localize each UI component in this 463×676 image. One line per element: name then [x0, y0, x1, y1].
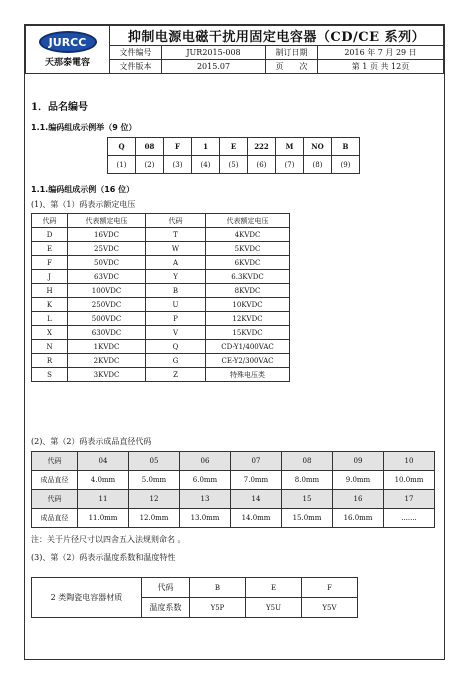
section-1-heading: 1．品名编号 [31, 102, 88, 113]
table-cell: 12 [129, 490, 180, 509]
table-row [32, 242, 290, 256]
table-cell: 8.0mm [282, 471, 333, 490]
table-cell: Y5P [190, 598, 246, 618]
table-row [32, 298, 290, 312]
col-header: 代表额定电压 [206, 214, 290, 228]
table-cell: E [246, 578, 302, 598]
temperature-subheading: (3)、第（2）码表示温度系数和温度特性 [31, 553, 176, 562]
code-example-table [107, 137, 360, 174]
table-row [32, 452, 435, 471]
table-cell: B [146, 284, 206, 298]
document-page [24, 24, 445, 660]
diameter-subheading: (2)、第（2）码表示成品直径代码 [31, 437, 152, 446]
voltage-subheading: (1)、第（1）码表示额定电压 [31, 200, 136, 209]
index-cell: (1) [108, 156, 136, 174]
table-row [32, 228, 290, 242]
index-cell: (9) [332, 156, 360, 174]
table-cell: 15 [282, 490, 333, 509]
table-cell: 9.0mm [333, 471, 384, 490]
table-cell: 15KVDC [206, 326, 290, 340]
code-cell: F [164, 138, 192, 156]
table-cell: 11 [78, 490, 129, 509]
table-cell: 15.0mm [282, 509, 333, 528]
table-cell: 5KVDC [206, 242, 290, 256]
doc-no-value: JUR2015-008 [162, 46, 266, 60]
table-cell: R [32, 354, 68, 368]
index-cell: (5) [220, 156, 248, 174]
section-1-1-heading: 1.1.编码组成示例举（9 位） [31, 123, 137, 132]
company-logo [26, 26, 109, 73]
code-cell: Q [108, 138, 136, 156]
table-cell: 16.0mm [333, 509, 384, 528]
table-cell: 13.0mm [180, 509, 231, 528]
table-cell: X [32, 326, 68, 340]
date-label: 制订日期 [266, 46, 318, 60]
table-cell: F [32, 256, 68, 270]
table-row [32, 471, 435, 490]
table-row [32, 270, 290, 284]
code-cell: 08 [136, 138, 164, 156]
table-row [32, 368, 290, 382]
table-cell: 7.0mm [231, 471, 282, 490]
table-cell: 08 [282, 452, 333, 471]
table-row [32, 340, 290, 354]
table-cell: 4KVDC [206, 228, 290, 242]
table-row [32, 578, 358, 598]
table-cell: 04 [78, 452, 129, 471]
table-cell: N [32, 340, 68, 354]
table-cell: 成品直径 [32, 509, 78, 528]
table-cell: 12.0mm [129, 509, 180, 528]
table-cell: V [146, 326, 206, 340]
table-cell: Y [146, 270, 206, 284]
table-row [32, 284, 290, 298]
table-row [32, 490, 435, 509]
logo-cell [26, 26, 110, 74]
table-cell: P [146, 312, 206, 326]
col-header: 代表额定电压 [68, 214, 146, 228]
diameter-note: 注：关于片径尺寸以四舍五入法规则命名 。 [31, 535, 186, 544]
table-cell: 63VDC [68, 270, 146, 284]
table-cell: 16VDC [68, 228, 146, 242]
table-cell: 特殊电压类 [206, 368, 290, 382]
table-cell: G [146, 354, 206, 368]
index-cell: (4) [192, 156, 220, 174]
voltage-table [31, 213, 290, 382]
table-cell: CD-Y1/400VAC [206, 340, 290, 354]
temperature-table [31, 577, 358, 618]
material-cell: 2 类陶瓷电容器材质 [32, 578, 142, 618]
version-value: 2015.07 [162, 60, 266, 74]
table-cell: 10KVDC [206, 298, 290, 312]
table-cell: A [146, 256, 206, 270]
document-header [25, 25, 444, 74]
table-cell: L [32, 312, 68, 326]
table-cell: 14 [231, 490, 282, 509]
code-cell: 1 [192, 138, 220, 156]
table-cell: E [32, 242, 68, 256]
table-cell: 09 [333, 452, 384, 471]
logo-mark: JURCC [39, 31, 97, 53]
table-cell: B [190, 578, 246, 598]
voltage-header-row [32, 214, 290, 228]
table-cell: 07 [231, 452, 282, 471]
index-cell: (7) [276, 156, 304, 174]
table-cell: S [32, 368, 68, 382]
table-cell: W [146, 242, 206, 256]
table-cell: 06 [180, 452, 231, 471]
table-cell: F [302, 578, 358, 598]
table-cell: ....... [384, 509, 435, 528]
table-cell: 代码 [32, 452, 78, 471]
table-cell: 100VDC [68, 284, 146, 298]
table-cell: 6.3KVDC [206, 270, 290, 284]
table-row [32, 326, 290, 340]
code-cell: B [332, 138, 360, 156]
table-cell: Y5U [246, 598, 302, 618]
index-cell: (8) [304, 156, 332, 174]
document-title: 抑制电源电磁干扰用固定电容器（CD/CE 系列） [110, 26, 444, 46]
table-cell: 12KVDC [206, 312, 290, 326]
table-row [32, 312, 290, 326]
index-cell: (6) [248, 156, 276, 174]
table-cell: K [32, 298, 68, 312]
table-cell: 1KVDC [68, 340, 146, 354]
code-cell: E [220, 138, 248, 156]
col-header: 代码 [146, 214, 206, 228]
code-cell: NO [304, 138, 332, 156]
table-row [32, 256, 290, 270]
page-value: 第 1 页 共 12页 [318, 60, 444, 74]
table-cell: Y5V [302, 598, 358, 618]
table-cell: 成品直径 [32, 471, 78, 490]
table-cell: 10 [384, 452, 435, 471]
table-cell: 4.0mm [78, 471, 129, 490]
table-cell: 50VDC [68, 256, 146, 270]
table-cell: 13 [180, 490, 231, 509]
section-1-1-16-heading: 1.1.编码组成示例（16 位） [31, 185, 135, 194]
diameter-table [31, 451, 435, 528]
table-cell: T [146, 228, 206, 242]
code-cell: M [276, 138, 304, 156]
date-value: 2016 年 7 月 29 日 [318, 46, 444, 60]
table-cell: J [32, 270, 68, 284]
table-cell: 25VDC [68, 242, 146, 256]
code-row [108, 138, 360, 156]
table-cell: Q [146, 340, 206, 354]
table-row [32, 509, 435, 528]
table-cell: 6.0mm [180, 471, 231, 490]
table-cell: 14.0mm [231, 509, 282, 528]
table-cell: 6KVDC [206, 256, 290, 270]
table-cell: 3KVDC [68, 368, 146, 382]
table-cell: 8KVDC [206, 284, 290, 298]
doc-no-label: 文件编号 [110, 46, 162, 60]
table-cell: CE-Y2/300VAC [206, 354, 290, 368]
table-cell: 10.0mm [384, 471, 435, 490]
table-cell: D [32, 228, 68, 242]
table-cell: 630VDC [68, 326, 146, 340]
table-cell: U [146, 298, 206, 312]
table-cell: 17 [384, 490, 435, 509]
page-label: 页 次 [266, 60, 318, 74]
table-cell: 16 [333, 490, 384, 509]
index-row [108, 156, 360, 174]
table-cell: 05 [129, 452, 180, 471]
table-cell: 2KVDC [68, 354, 146, 368]
table-cell: 温度系数 [142, 598, 190, 618]
table-row [32, 354, 290, 368]
table-cell: 11.0mm [78, 509, 129, 528]
code-cell: 222 [248, 138, 276, 156]
table-cell: H [32, 284, 68, 298]
index-cell: (3) [164, 156, 192, 174]
table-cell: 250VDC [68, 298, 146, 312]
table-cell: Z [146, 368, 206, 382]
table-cell: 500VDC [68, 312, 146, 326]
col-header: 代码 [32, 214, 68, 228]
version-label: 文件版本 [110, 60, 162, 74]
index-cell: (2) [136, 156, 164, 174]
company-name: 天那泰電容 [44, 58, 90, 68]
table-cell: 代码 [142, 578, 190, 598]
table-cell: 5.0mm [129, 471, 180, 490]
table-cell: 代码 [32, 490, 78, 509]
